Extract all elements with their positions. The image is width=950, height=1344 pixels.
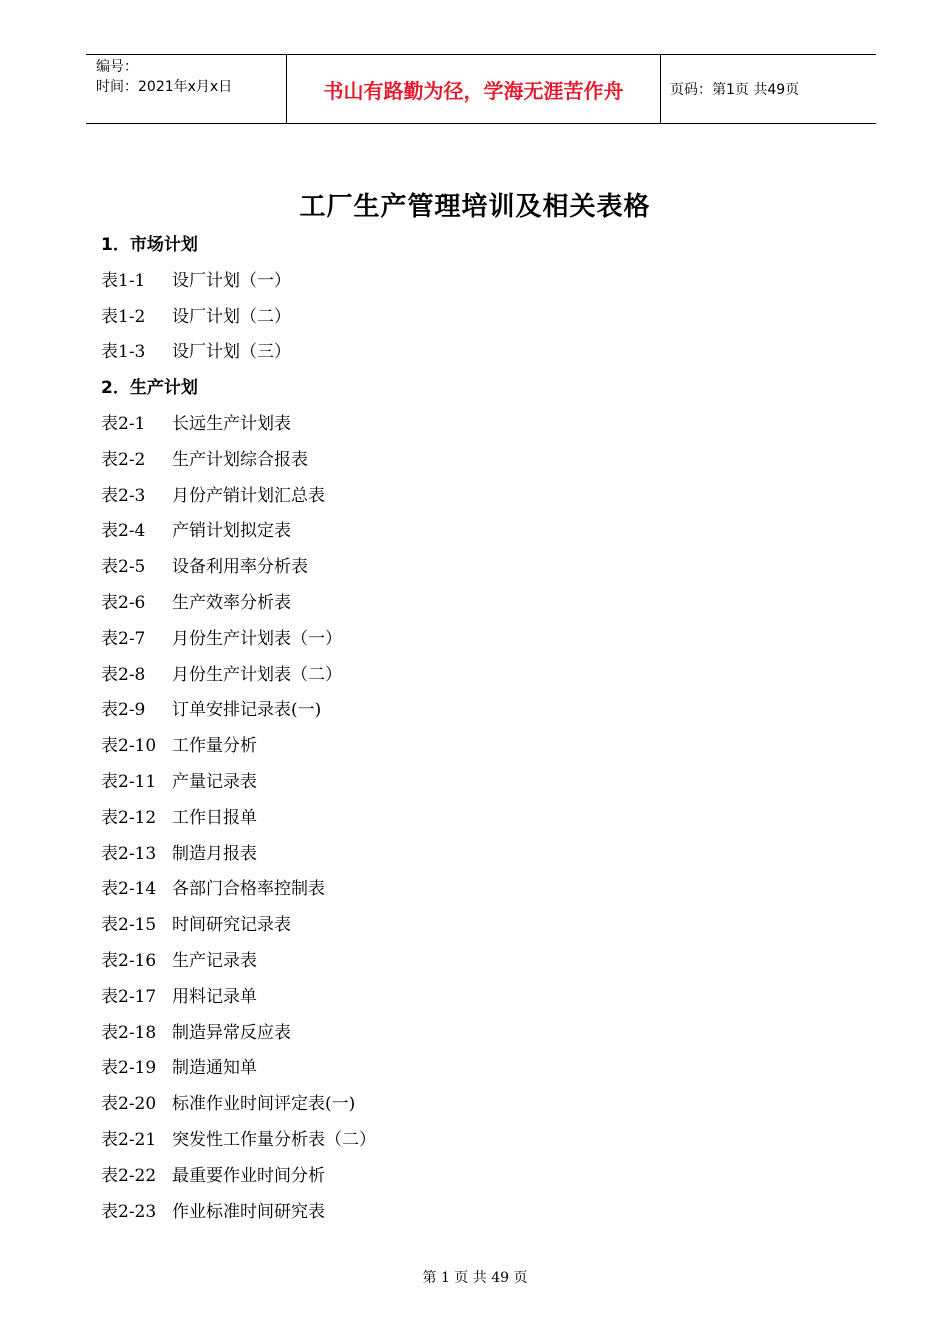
toc-item-title: 月份产销计划汇总表 — [172, 485, 325, 506]
toc-item — [101, 407, 881, 443]
toc-item — [101, 586, 881, 622]
header-page-info: 页码：第1页 共49页 — [670, 82, 800, 98]
toc-item-number: 表2-6 — [101, 592, 146, 613]
toc-item — [101, 658, 881, 694]
toc-item — [101, 479, 881, 515]
toc-item-number: 表2-5 — [101, 557, 146, 578]
header-meta — [86, 55, 287, 123]
toc-item-number: 表2-19 — [101, 1058, 157, 1079]
toc-item-title: 设厂计划（二） — [172, 306, 291, 327]
toc-item-title: 生产记录表 — [172, 950, 257, 971]
page-footer: 第 1 页 共 49 页 — [422, 1270, 528, 1286]
toc-item-title: 作业标准时间研究表 — [172, 1201, 325, 1222]
toc-item-number: 表1-1 — [101, 270, 146, 291]
toc-item-title: 产量记录表 — [172, 771, 257, 792]
toc-item-title: 订单安排记录表(一) — [172, 700, 322, 721]
table-of-contents — [101, 228, 881, 1230]
toc-item-number: 表2-9 — [101, 700, 146, 721]
toc-item-title: 月份生产计划表（一） — [172, 628, 342, 649]
time-label: 时间：2021年x月x日 — [96, 79, 233, 95]
toc-item — [101, 1159, 881, 1195]
toc-item — [101, 1195, 881, 1231]
page-header — [86, 54, 876, 124]
toc-item-number: 表2-1 — [101, 413, 146, 434]
toc-section-heading: 2．生产计划 — [101, 378, 198, 399]
toc-item-title: 设备利用率分析表 — [172, 557, 308, 578]
toc-item — [101, 980, 881, 1016]
number-label: 编号： — [96, 59, 138, 75]
toc-item-title: 制造通知单 — [172, 1058, 257, 1079]
toc-item-number: 表2-8 — [101, 664, 146, 685]
toc-item-number: 表2-11 — [101, 771, 157, 792]
toc-item-number: 表2-17 — [101, 986, 157, 1007]
toc-item-number: 表2-18 — [101, 1022, 157, 1043]
toc-item-number: 表2-23 — [101, 1201, 157, 1222]
toc-item-number: 表2-13 — [101, 843, 157, 864]
toc-item-number: 表2-15 — [101, 915, 157, 936]
toc-item-number: 表2-20 — [101, 1094, 157, 1115]
toc-item — [101, 443, 881, 479]
toc-item-number: 表2-7 — [101, 628, 146, 649]
toc-item-title: 设厂计划（三） — [172, 342, 291, 363]
toc-item-title: 生产计划综合报表 — [172, 449, 308, 470]
toc-item — [101, 693, 881, 729]
toc-item-title: 生产效率分析表 — [172, 592, 291, 613]
toc-item — [101, 622, 881, 658]
toc-item-title: 产销计划拟定表 — [172, 521, 291, 542]
toc-item-number: 表2-12 — [101, 807, 157, 828]
toc-item-title: 各部门合格率控制表 — [172, 879, 325, 900]
toc-item — [101, 264, 881, 300]
toc-item-number: 表2-4 — [101, 521, 146, 542]
toc-item-number: 表1-3 — [101, 342, 146, 363]
toc-item-title: 工作量分析 — [172, 736, 257, 757]
toc-item — [101, 1016, 881, 1052]
toc-item-number: 表2-3 — [101, 485, 146, 506]
toc-item-number: 表2-2 — [101, 449, 146, 470]
toc-item-number: 表1-2 — [101, 306, 146, 327]
toc-item — [101, 335, 881, 371]
header-motto: 书山有路勤为径，学海无涯苦作舟 — [287, 55, 661, 123]
toc-item — [101, 514, 881, 550]
toc-item-title: 工作日报单 — [172, 807, 257, 828]
toc-item — [101, 837, 881, 873]
toc-item-title: 最重要作业时间分析 — [172, 1165, 325, 1186]
toc-item — [101, 944, 881, 980]
toc-item-number: 表2-21 — [101, 1129, 157, 1150]
toc-item-title: 设厂计划（一） — [172, 270, 291, 291]
toc-item-number: 表2-10 — [101, 736, 157, 757]
toc-item-title: 突发性工作量分析表（二） — [172, 1129, 376, 1150]
toc-item — [101, 1051, 881, 1087]
toc-item-title: 制造月报表 — [172, 843, 257, 864]
toc-section-heading: 1．市场计划 — [101, 235, 198, 255]
toc-item-title: 标准作业时间评定表(一) — [172, 1094, 356, 1115]
toc-item-title: 月份生产计划表（二） — [172, 664, 342, 685]
toc-item-title: 时间研究记录表 — [172, 915, 291, 936]
toc-item-title: 制造异常反应表 — [172, 1022, 291, 1043]
toc-item — [101, 1087, 881, 1123]
toc-item — [101, 872, 881, 908]
toc-item — [101, 550, 881, 586]
toc-item — [101, 300, 881, 336]
document-title: 工厂生产管理培训及相关表格 — [299, 192, 651, 222]
toc-item-number: 表2-22 — [101, 1165, 157, 1186]
toc-item-title: 用料记录单 — [172, 986, 257, 1007]
toc-item — [101, 1123, 881, 1159]
toc-item-number: 表2-16 — [101, 950, 157, 971]
toc-item — [101, 801, 881, 837]
toc-item — [101, 729, 881, 765]
toc-item — [101, 765, 881, 801]
toc-item-number: 表2-14 — [101, 879, 157, 900]
toc-item — [101, 908, 881, 944]
toc-item-title: 长远生产计划表 — [172, 413, 291, 434]
